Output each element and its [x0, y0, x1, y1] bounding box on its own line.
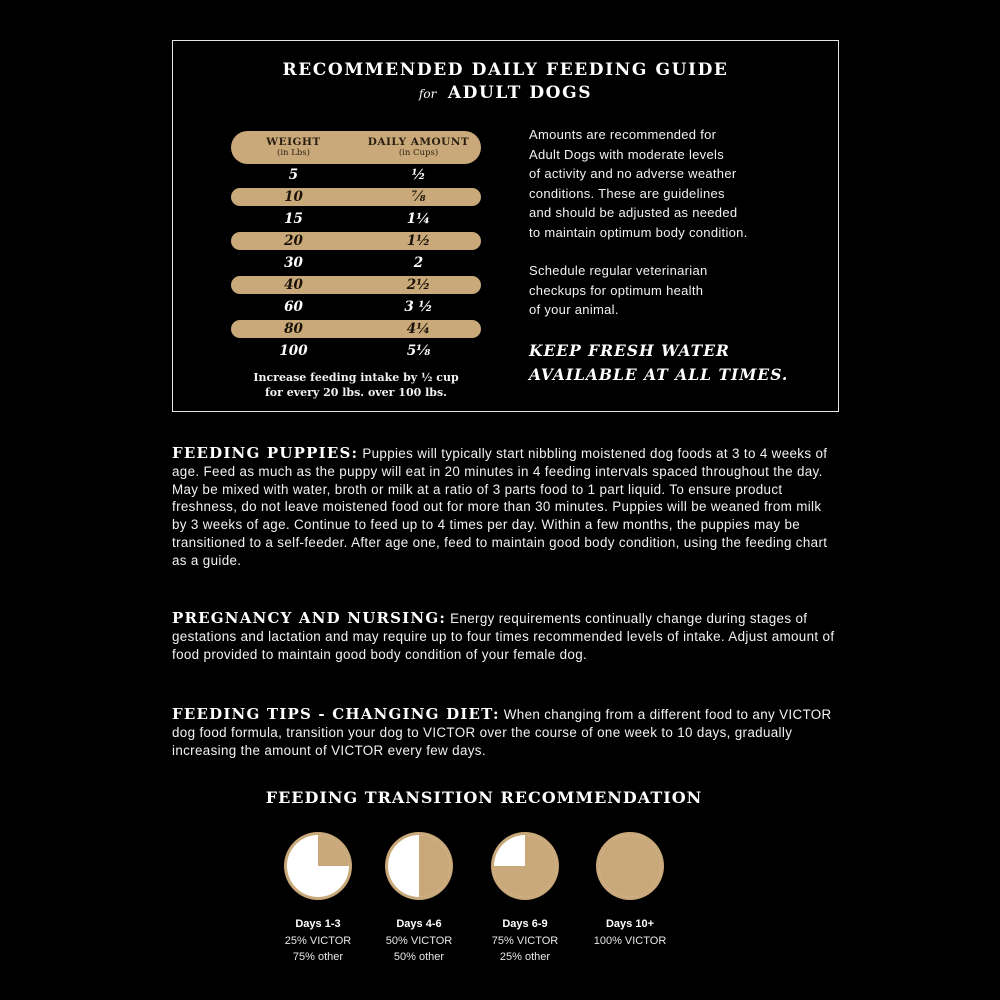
amount-cell: 3 ½: [404, 299, 433, 315]
pie-victor-portion: [318, 835, 349, 866]
weight-cell: 15: [284, 211, 303, 227]
transition-step: [268, 828, 368, 966]
transition-step-label: [580, 916, 680, 949]
amount-cell: ⅞: [411, 189, 426, 205]
weight-cell: 40: [284, 277, 303, 293]
table-row: [231, 340, 481, 362]
step-other: 25% other: [499, 951, 551, 963]
step-other: 50% other: [393, 951, 445, 963]
feeding-puppies-section: [172, 445, 837, 570]
vet-paragraph: Schedule regular veterinarian checkups for optimum health of your animal.: [529, 263, 708, 317]
step-days: Days 4-6: [396, 918, 442, 930]
amount-cell: 1¼: [406, 211, 431, 227]
pregnancy-heading: PREGNANCY AND NURSING:: [172, 609, 447, 627]
step-other: 75% other: [292, 951, 344, 963]
pregnancy-section: [172, 610, 837, 663]
pie-victor-portion: [419, 835, 450, 897]
amount-cell: 2: [413, 255, 424, 271]
weight-cell: 80: [284, 321, 303, 337]
table-row: [231, 232, 481, 250]
table-row: [231, 252, 481, 274]
transition-title: FEEDING TRANSITION RECOMMENDATION: [265, 788, 703, 807]
transition-step: [580, 828, 680, 949]
weight-header-label: WEIGHT: [266, 135, 321, 148]
table-note: [231, 370, 481, 400]
table-row: [231, 208, 481, 230]
table-row: [231, 164, 481, 186]
step-victor: 75% VICTOR: [491, 934, 559, 947]
weight-cell: 10: [284, 189, 303, 205]
amount-cell: ½: [411, 167, 426, 183]
weight-cell: 20: [284, 233, 303, 249]
guide-side-text: [529, 125, 829, 339]
feeding-tips-body: When changing from a different food to any VICTOR dog food formula, transition your dog to VICTOR over the course of one week to 10 days, gradually increasing the amount of VICTOR every few days.: [172, 707, 832, 758]
transition-step: [475, 828, 575, 966]
step-victor: 25% VICTOR: [284, 934, 352, 947]
transition-pie: [487, 828, 563, 904]
guide-subtitle-text: ADULT DOGS: [447, 83, 593, 103]
pregnancy-body: Energy requirements continually change during stages of gestations and lactation and may require up to four times recommended levels of intake. Adjust amount of food provided to maintain good body condition of your female dog.: [172, 611, 835, 662]
weight-cell: 60: [284, 299, 303, 315]
amount-cell: 2½: [406, 277, 431, 293]
amount-cell: 1½: [406, 233, 431, 249]
step-victor: 100% VICTOR: [593, 934, 667, 947]
step-days: Days 6-9: [502, 918, 548, 930]
table-row: [231, 296, 481, 318]
transition-step-label: [475, 916, 575, 966]
table-row: [231, 276, 481, 294]
step-days: Days 1-3: [295, 918, 341, 930]
transition-pie: [381, 828, 457, 904]
guide-title: RECOMMENDED DAILY FEEDING GUIDE: [282, 60, 729, 80]
feeding-tips-section: [172, 706, 837, 759]
amount-header-label: DAILY AMOUNT: [367, 135, 470, 148]
feeding-tips-heading: FEEDING TIPS - CHANGING DIET:: [172, 705, 500, 723]
weight-cell: 30: [284, 255, 303, 271]
transition-step-label: [369, 916, 469, 966]
table-row: [231, 188, 481, 206]
weight-header-unit: (in Lbs): [277, 147, 310, 158]
feeding-table-header: [231, 131, 481, 164]
transition-pie: [592, 828, 668, 904]
feeding-puppies-heading: FEEDING PUPPIES:: [172, 444, 359, 462]
table-note-line2: for every 20 lbs. over 100 lbs.: [265, 386, 447, 399]
guide-subtitle: [173, 83, 838, 103]
table-note-line1: Increase feeding intake by ½ cup: [253, 371, 459, 384]
table-row: [231, 320, 481, 338]
step-victor: 50% VICTOR: [385, 934, 453, 947]
pie-victor-portion: [599, 835, 661, 897]
guide-subtitle-for: for: [418, 87, 437, 101]
amount-header-unit: (in Cups): [398, 147, 439, 158]
feeding-puppies-body: Puppies will typically start nibbling moistened dog foods at 3 to 4 weeks of age. Feed as much as the puppy will eat in 20 minutes in 4 feeding intervals spaced throughout the day. May be mixed with water, broth or milk at a ratio of 3 parts food to 1 part liquid. To ensure product freshness, do not leave moistened food out for more than 30 minutes. Puppies will be weaned from milk by 3 weeks of age. Continue to feed up to 4 times per day. Within a few months, the puppies may be transitioned to a self-feeder. After age one, feed to maintain good body condition, using the feeding chart as a guide.: [172, 446, 828, 568]
weight-cell: 100: [279, 343, 308, 359]
keep-water-callout: KEEP FRESH WATER AVAILABLE AT ALL TIMES.: [529, 341, 789, 384]
transition-step: [369, 828, 469, 966]
amount-header: [356, 137, 481, 159]
amount-cell: 5⅛: [406, 343, 431, 359]
weight-cell: 5: [288, 167, 299, 183]
transition-step-label: [268, 916, 368, 966]
feeding-guide-box: [172, 40, 839, 412]
step-days: Days 10+: [605, 918, 654, 930]
weight-header: [231, 137, 356, 159]
feeding-table: [231, 131, 481, 400]
guidelines-paragraph: Amounts are recommended for Adult Dogs with moderate levels of activity and no adverse weather conditions. These are guidelines and should be adjusted as needed to maintain optimum body condition.: [529, 127, 748, 240]
transition-pie: [280, 828, 356, 904]
amount-cell: 4¼: [406, 321, 431, 337]
